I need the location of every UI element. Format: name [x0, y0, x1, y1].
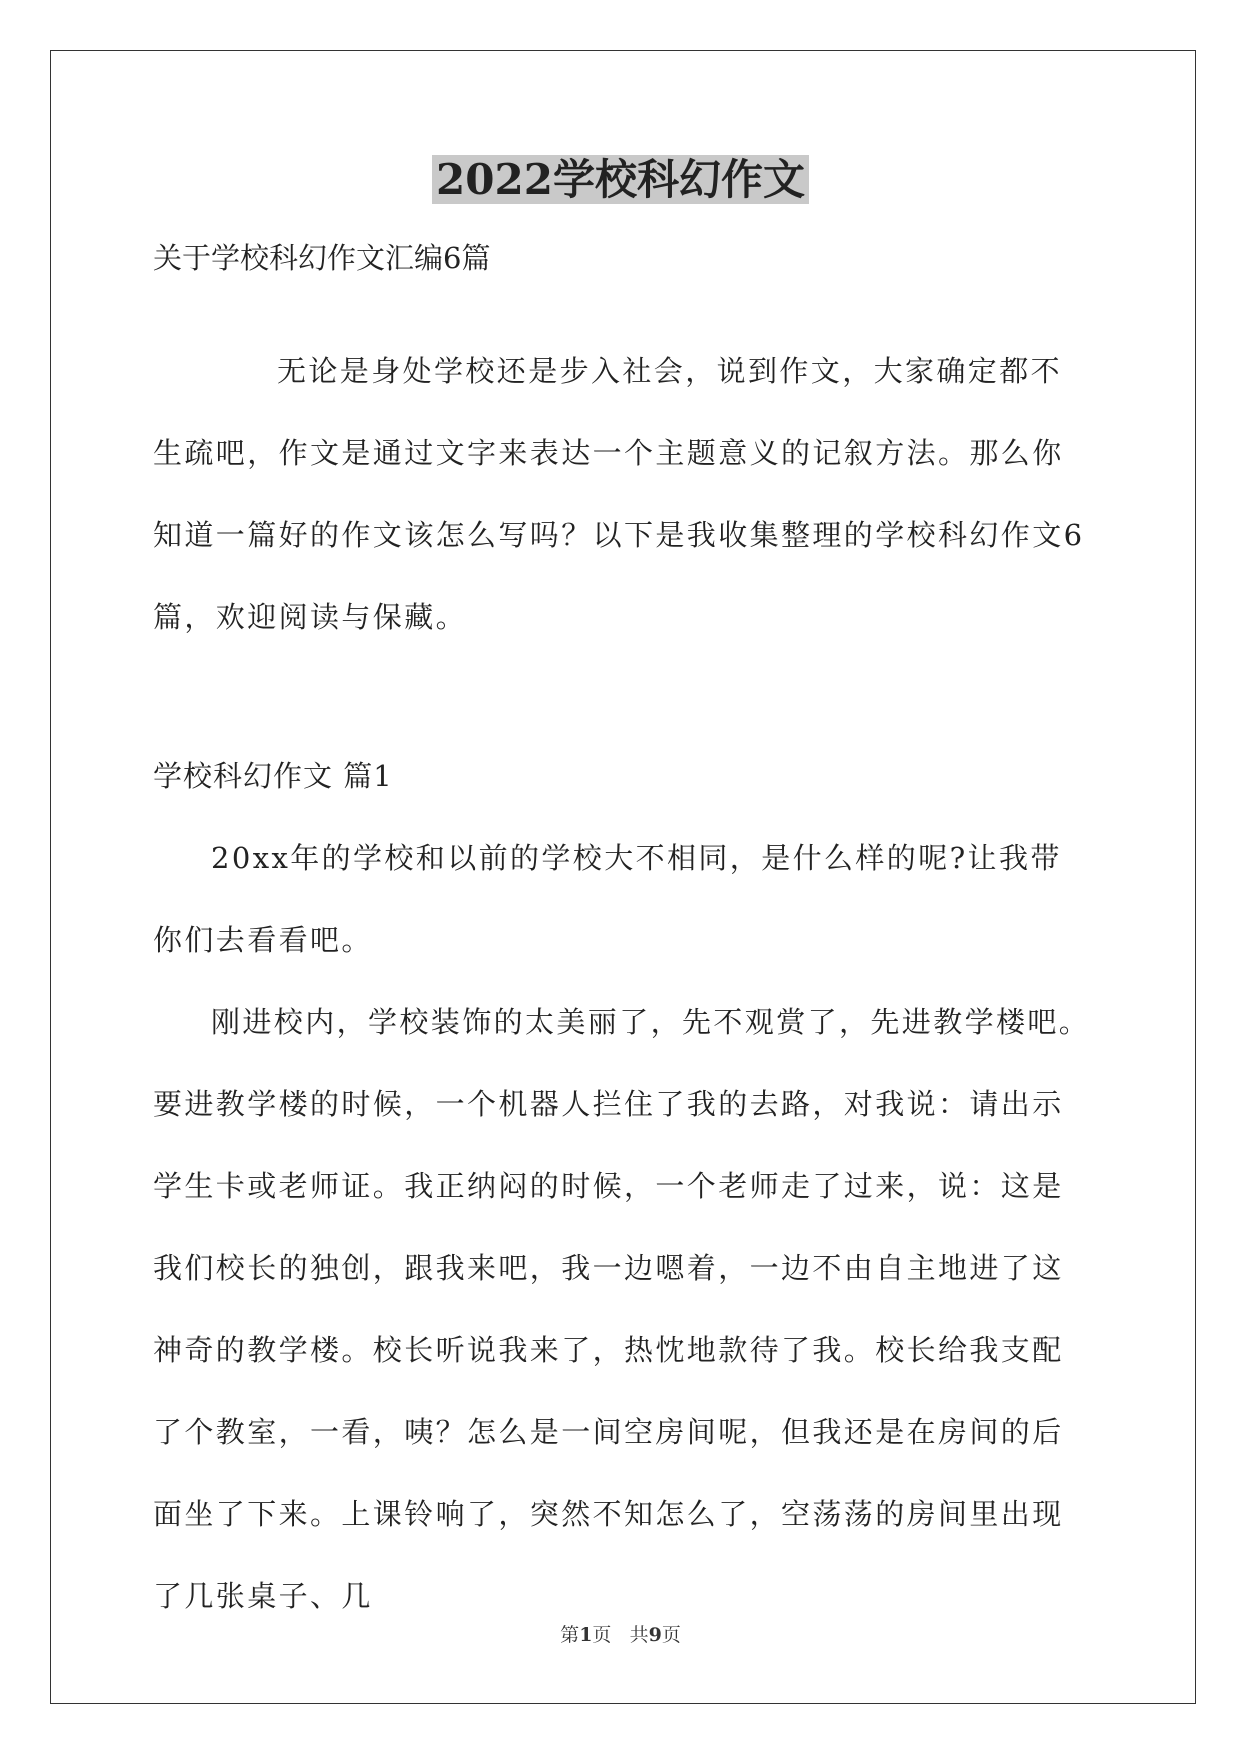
- page-footer: [0, 1622, 1241, 1648]
- document-title: [0, 150, 1241, 210]
- body-paragraph-1: 20xx年的学校和以前的学校大不相同，是什么样的呢?让我带你们去看看吧。: [153, 841, 1062, 957]
- intro-paragraph: 无论是身处学校还是步入社会，说到作文，大家确定都不生疏吧，作文是通过文字来表达一个主题意义的记叙方法。那么你知道一篇好的作文该怎么写吗？以下是我收集整理的学校科幻作文6篇，欢迎阅读与保藏。: [153, 354, 1085, 634]
- total-prefix: 共: [629, 1624, 649, 1646]
- page-number: 1: [579, 1624, 593, 1646]
- total-pages: 9: [648, 1624, 662, 1646]
- total-suffix: 页: [661, 1624, 681, 1646]
- document-title-text: 2022学校科幻作文: [432, 155, 809, 204]
- page-prefix: 第: [560, 1624, 580, 1646]
- page-suffix: 页: [592, 1624, 612, 1646]
- section-heading: 学校科幻作文 篇1: [153, 759, 393, 793]
- document-subtitle: 关于学校科幻作文汇编6篇: [153, 241, 491, 275]
- body-paragraph-2: 刚进校内，学校装饰的太美丽了，先不观赏了，先进教学楼吧。要进教学楼的时候，一个机器人拦住了我的去路，对我说：请出示学生卡或老师证。我正纳闷的时候，一个老师走了过来，说：这是我们校长的独创，跟我来吧，我一边嗯着，一边不由自主地进了这神奇的教学楼。校长听说我来了，热忱地款待了我。校长给我支配了个教室，一看，咦？怎么是一间空房间呢，但我还是在房间的后面坐了下来。上课铃响了，突然不知怎么了，空荡荡的房间里出现了几张桌子、几: [153, 1005, 1091, 1613]
